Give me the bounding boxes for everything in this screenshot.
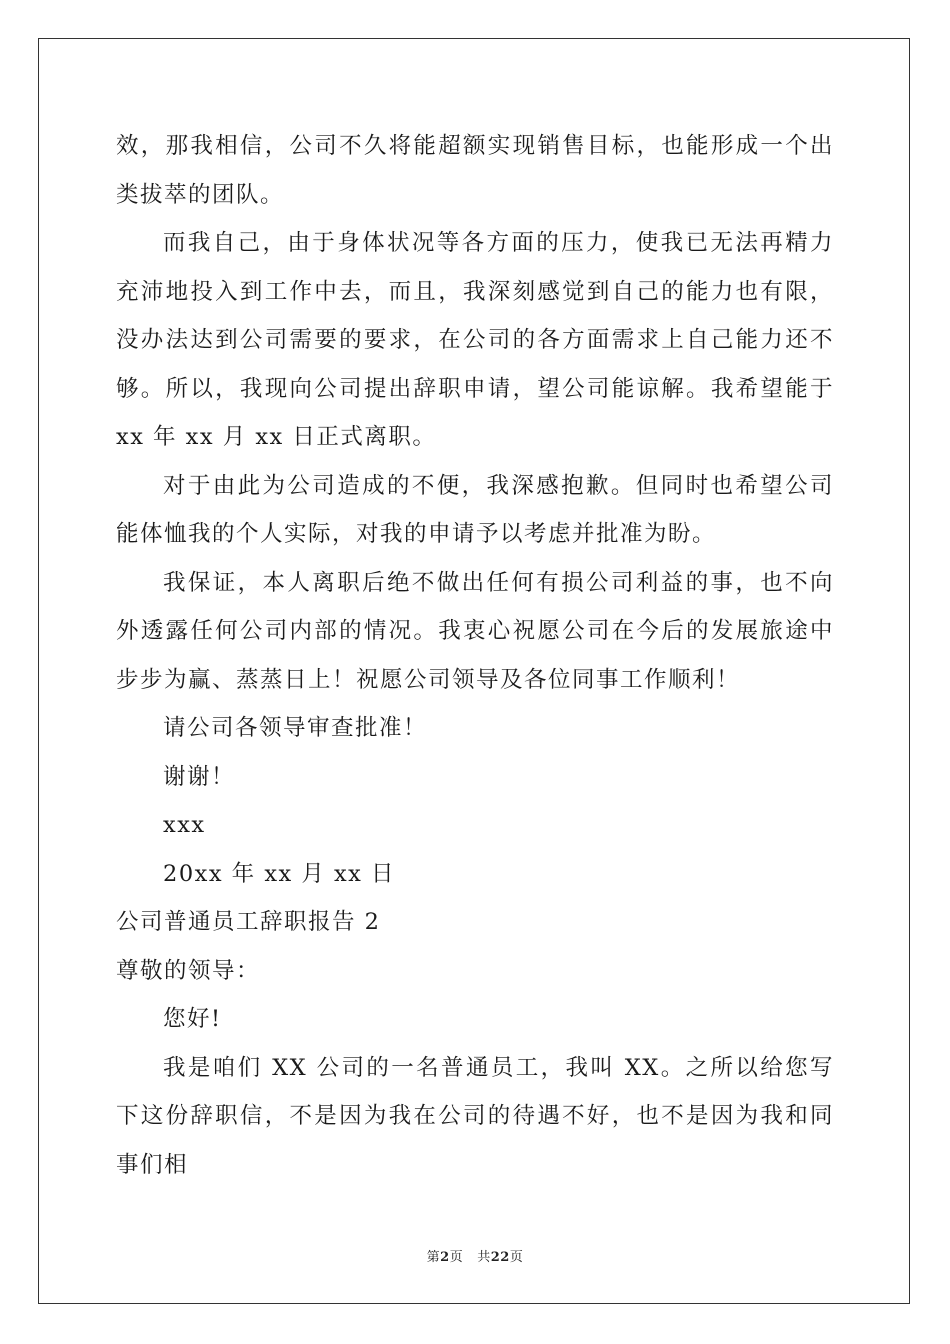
paragraph-guarantee: 我保证，本人离职后绝不做出任何有损公司利益的事，也不向外透露任何公司内部的情况。我衷心祝愿公司在今后的发展旅途中步步为赢、蒸蒸日上！祝愿公司领导及各位同事工作顺利！: [116, 569, 834, 693]
paragraph-apology: 对于由此为公司造成的不便，我深感抱歉。但同时也希望公司能体恤我的个人实际，对我的申请予以考虑并批准为盼。: [116, 472, 834, 547]
section-title: 公司普通员工辞职报告 2: [116, 909, 381, 935]
date-line: 20xx 年 xx 月 xx 日: [163, 860, 396, 887]
page-number: 2: [440, 1250, 450, 1265]
page-prefix: 第: [426, 1250, 441, 1265]
page-suffix: 页: [449, 1250, 464, 1265]
total-pages: 22: [490, 1250, 510, 1265]
document-body: [116, 122, 834, 1189]
closing-request: 请公司各领导审查批准！: [163, 715, 428, 741]
salutation: 尊敬的领导：: [116, 957, 261, 984]
signature: xxx: [163, 812, 206, 838]
page-footer: [0, 1246, 950, 1265]
paragraph-introduction: 我是咱们 XX 公司的一名普通员工，我叫 XX。之所以给您写下这份辞职信，不是因为我在公司的待遇不好，也不是因为我和同事们相: [116, 1054, 834, 1178]
thanks-line: 谢谢！: [163, 763, 236, 790]
paragraph-continued: 效，那我相信，公司不久将能超额实现销售目标，也能形成一个出类拔萃的团队。: [116, 133, 834, 208]
total-suffix: 页: [509, 1250, 524, 1265]
total-prefix: 共: [477, 1250, 491, 1265]
greeting: 您好!: [163, 1006, 222, 1032]
paragraph-resignation-reason: 而我自己，由于身体状况等各方面的压力，使我已无法再精力充沛地投入到工作中去，而且，我深刻感觉到自己的能力也有限，没办法达到公司需要的要求，在公司的各方面需求上自己能力还不够。所以，我现向公司提出辞职申请，望公司能谅解。我希望能于 xx 年 xx 月 xx 日正式离职。: [116, 230, 834, 450]
